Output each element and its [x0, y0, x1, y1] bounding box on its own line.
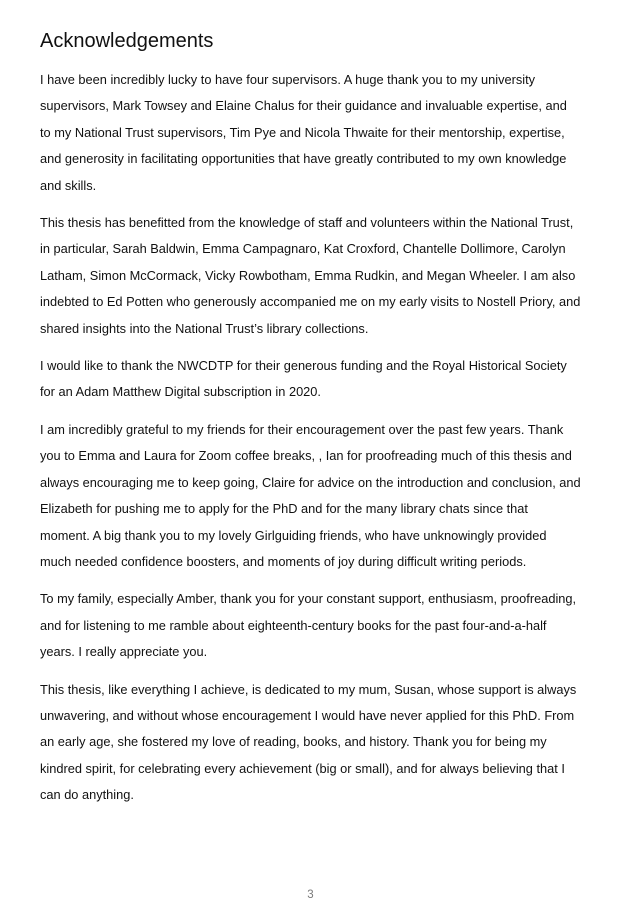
acknowledgements-body [40, 67, 581, 820]
paragraph-funding: I would like to thank the NWCDTP for their generous funding and the Royal Historical Society for an Adam Matthew Digital subscription in 2020. [40, 358, 567, 400]
paragraph-supervisors: I have been incredibly lucky to have four supervisors. A huge thank you to my university supervisors, Mark Towsey and Elaine Chalus for their guidance and invaluable expertise, and to my National Trust supervisors, Tim Pye and Nicola Thwaite for their mentorship, expertise, and generosity in facilitating opportunities that have greatly contributed to my own knowledge and skills. [40, 72, 567, 193]
page-heading: Acknowledgements [40, 30, 214, 52]
paragraph-family: To my family, especially Amber, thank you for your constant support, enthusiasm, proofreading, and for listening to me ramble about eighteenth-century books for the past four-and-a-half years. I really appreciate you. [40, 591, 577, 660]
page-number: 3 [307, 889, 314, 901]
paragraph-dedication: This thesis, like everything I achieve, is dedicated to my mum, Susan, whose support is always unwavering, and without whose encouragement I would have never applied for this PhD. From an early age, she fostered my love of reading, books, and history. Thank you for being my kindred spirit, for celebrating every achievement (big or small), and for always believing that I can do anything. [40, 681, 577, 803]
paragraph-national-trust: This thesis has benefitted from the knowledge of staff and volunteers within the National Trust, in particular, Sarah Baldwin, Emma Campagnaro, Kat Croxford, Chantelle Dollimore, Carolyn Latham, Simon McCormack, Vicky Rowbotham, Emma Rudkin, and Megan Wheeler. I am also indebted to Ed Potten who generously accompanied me on my early visits to Nostell Priory, and shared insights into the National Trust’s library collections. [40, 215, 581, 336]
paragraph-friends: I am incredibly grateful to my friends for their encouragement over the past few years. Thank you to Emma and Laura for Zoom coffee breaks, , Ian for proofreading much of this thesis and always encouraging me to keep going, Claire for advice on the introduction and conclusion, and Elizabeth for pushing me to apply for the PhD and for the many library chats since that moment. A big thank you to my lovely Girlguiding friends, who have unknowingly provided much needed confidence boosters, and moments of joy during difficult writing periods. [40, 421, 581, 569]
